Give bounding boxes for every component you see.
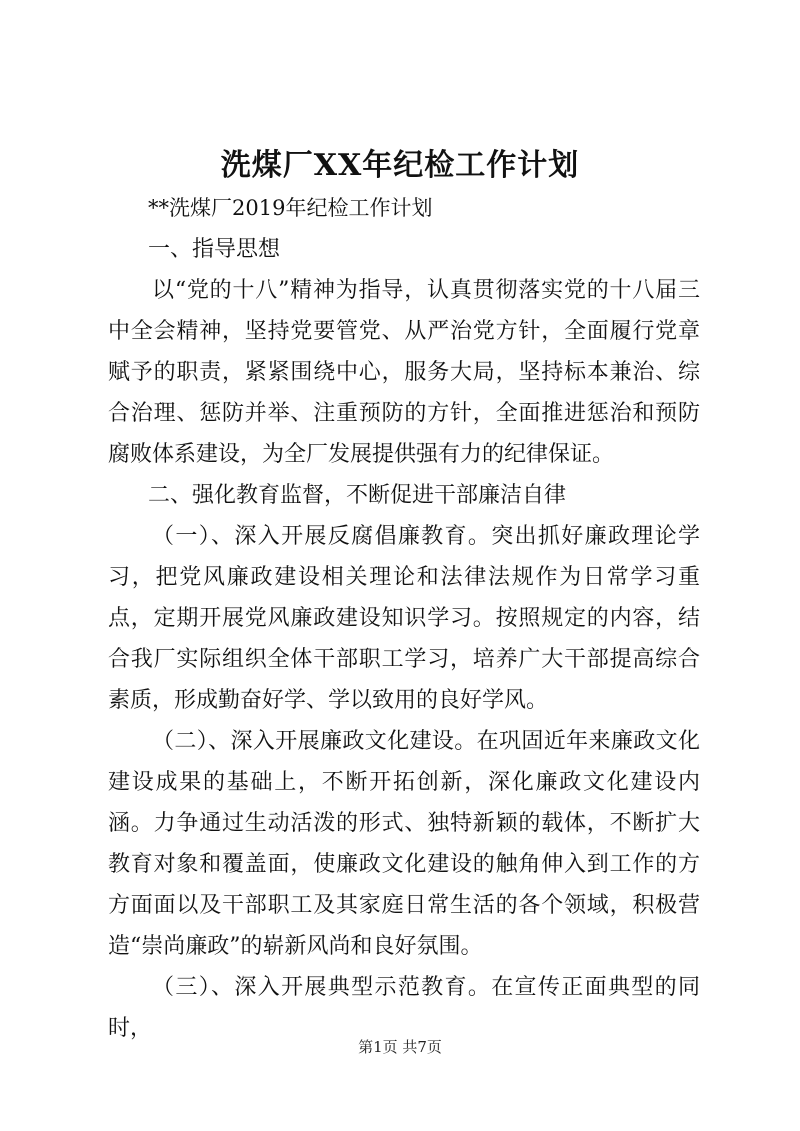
paragraph-integrity-culture: （二）、深入开展廉政文化建设。在巩固近年来廉政文化建设成果的基础上，不断开拓创新，深化廉政文化建设内涵。力争通过生动活泼的形式、独特新颖的载体，不断扩大教育对象和覆盖面，使廉政文化建设的触角伸入到工作的方方面面以及干部职工及其家庭日常生活的各个领域，积极营造“崇尚廉政”的崭新风尚和良好氛围。 <box>108 729 700 959</box>
section-heading-education-supervision: 二、强化教育监督，不断促进干部廉洁自律 <box>148 483 567 508</box>
paragraph-anti-corruption-education: （一）、深入开展反腐倡廉教育。突出抓好廉政理论学习，把党风廉政建设相关理论和法律法规作为日常学习重点，定期开展党风廉政建设知识学习。按照规定的内容，结合我厂实际组织全体干部职工学习，培养广大干部提高综合素质，形成勤奋好学、学以致用的良好学风。 <box>108 524 700 713</box>
section-heading-guiding-ideology: 一、指导思想 <box>148 237 281 262</box>
page-footer: 第1页 共7页 <box>358 1038 442 1056</box>
document-subtitle: **洗煤厂2019年纪检工作计划 <box>148 196 433 220</box>
paragraph-guiding-ideology: 以“党的十八”精神为指导，认真贯彻落实党的十八届三中全会精神，坚持党要管党、从严治党方针，全面履行党章赋予的职责，紧紧围绕中心，服务大局，坚持标本兼治、综合治理、惩防并举、注重预防的方针，全面推进惩治和预防腐败体系建设，为全厂发展提供强有力的纪律保证。 <box>108 278 700 467</box>
document-title: 洗煤厂XX年纪检工作计划 <box>220 148 580 183</box>
paragraph-model-education: （三）、深入开展典型示范教育。在宣传正面典型的同时， <box>108 975 700 1041</box>
